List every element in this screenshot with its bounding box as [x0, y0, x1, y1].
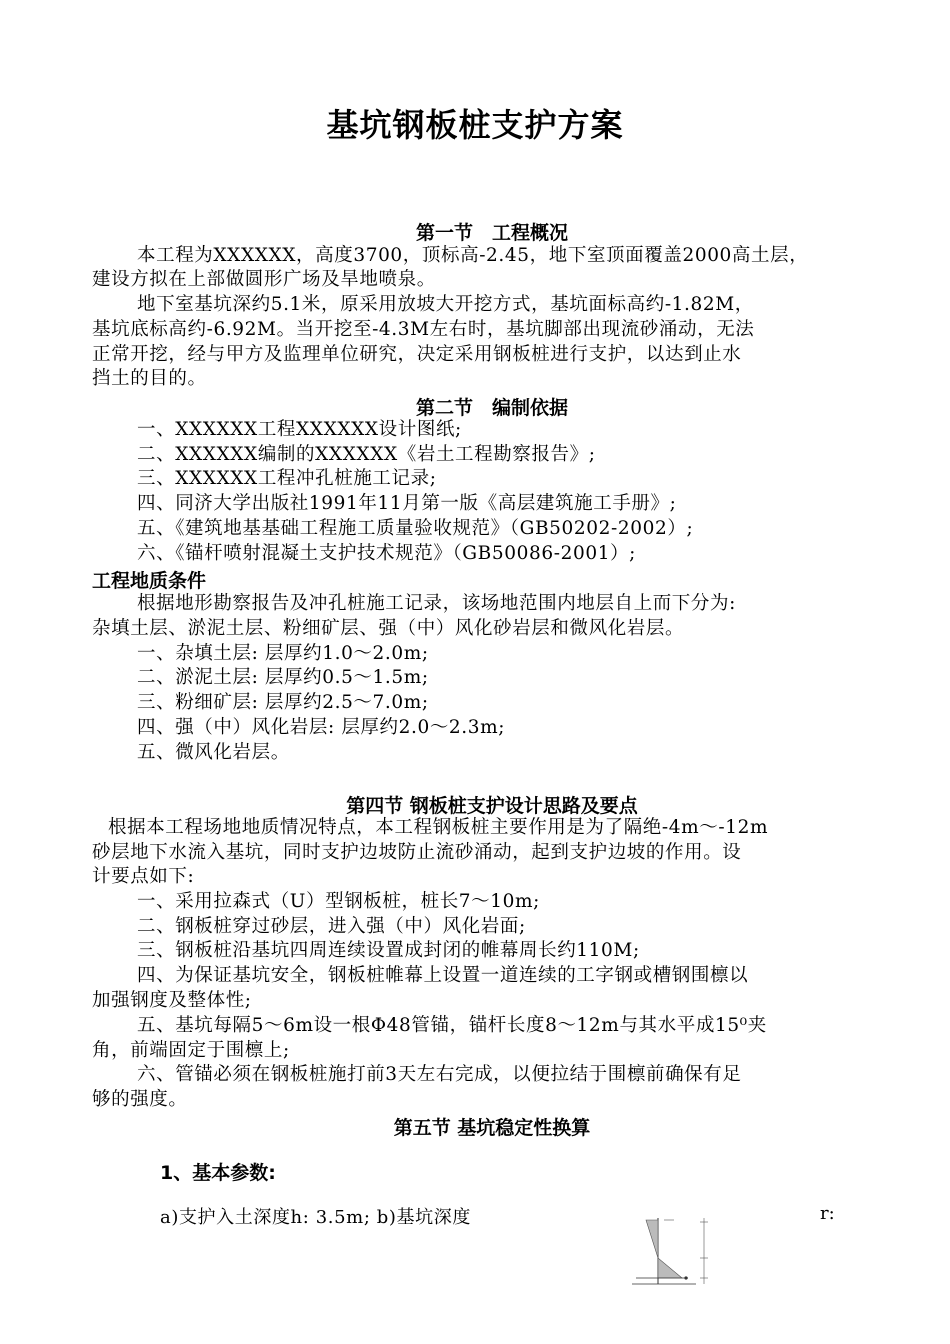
section-3-item: 一、杂填土层: 层厚约1.0～2.0m; — [137, 643, 429, 664]
basic-params-heading: 1、基本参数: — [160, 1162, 276, 1184]
section-4-line: 角，前端固定于围檩上; — [92, 1040, 290, 1061]
section-2-item: 三、XXXXXX工程冲孔桩施工记录; — [137, 468, 437, 489]
section-3-item: 三、粉细矿层: 层厚约2.5～7.0m; — [137, 692, 429, 713]
section-4-line: 一、采用拉森式（U）型钢板桩，桩长7～10m; — [137, 891, 540, 912]
section-4-line: 计要点如下: — [92, 866, 195, 887]
section-1-heading: 第一节 工程概况 — [415, 222, 568, 244]
section-1-line: 建设方拟在上部做圆形广场及旱地喷泉。 — [92, 269, 436, 290]
section-2-item: 一、XXXXXX工程XXXXXX设计图纸; — [137, 419, 462, 440]
section-3-intro: 根据地形勘察报告及冲孔桩施工记录，该场地范围内地层自上而下分为: — [137, 593, 736, 614]
section-1-line: 挡土的目的。 — [92, 368, 207, 389]
section-1-line: 正常开挖，经与甲方及监理单位研究，决定采用钢板桩进行支护，以达到止水 — [92, 344, 742, 365]
section-4-line: 砂层地下水流入基坑，同时支护边坡防止流砂涌动，起到支护边坡的作用。设 — [92, 842, 742, 863]
section-2-item: 二、XXXXXX编制的XXXXXX《岩土工程勘察报告》; — [137, 444, 596, 465]
section-3-heading: 工程地质条件 — [92, 570, 207, 592]
section-4-line: 三、钢板桩沿基坑四周连续设置成封闭的帷幕周长约110M; — [137, 940, 640, 961]
section-1-line: 本工程为XXXXXX，高度3700，顶标高-2.45，地下室顶面覆盖2000高土层， — [137, 245, 809, 266]
section-4-line: 加强钢度及整体性; — [92, 990, 252, 1011]
section-4-line: 六、管锚必须在钢板桩施打前3天左右完成，以便拉结于围檩前确保有足 — [137, 1064, 742, 1085]
section-4-line: 二、钢板桩穿过砂层，进入强（中）风化岩面; — [137, 916, 526, 937]
basic-params-tail: r: — [820, 1203, 835, 1224]
section-2-item: 六、《锚杆喷射混凝土支护技术规范》（GB50086-2001）; — [137, 543, 636, 564]
section-4-line: 够的强度。 — [92, 1089, 188, 1110]
section-2-heading: 第二节 编制依据 — [415, 397, 568, 419]
section-3-item: 四、强（中）风化岩层: 层厚约2.0～2.3m; — [137, 717, 506, 738]
section-4-line: 四、为保证基坑安全，钢板桩帷幕上设置一道连续的工字钢或槽钢围檩以 — [137, 965, 749, 986]
section-3-item: 五、微风化岩层。 — [137, 742, 290, 763]
section-2-item: 四、同济大学出版社1991年11月第一版《高层建筑施工手册》; — [137, 493, 677, 514]
section-4-line: 根据本工程场地地质情况特点，本工程钢板桩主要作用是为了隔绝-4m～-12m — [108, 817, 769, 838]
section-3-item: 二、淤泥土层: 层厚约0.5～1.5m; — [137, 667, 429, 688]
section-4-line: 五、基坑每隔5～6m设一根Φ48管锚，锚杆长度8～12m与其水平成15⁰夹 — [137, 1015, 767, 1036]
section-1-line: 地下室基坑深约5.1米，原采用放坡大开挖方式，基坑面标高约-1.82M， — [137, 294, 754, 315]
section-2-item: 五、《建筑地基基础工程施工质量验收规范》（GB50202-2002）; — [137, 518, 694, 539]
section-1-line: 基坑底标高约-6.92M。当开挖至-4.3M左右时，基坑脚部出现流砂涌动，无法 — [92, 319, 755, 340]
document-title: 基坑钢板桩支护方案 — [326, 106, 624, 144]
section-5-heading: 第五节 基坑稳定性换算 — [393, 1117, 591, 1139]
section-4-heading: 第四节 钢板桩支护设计思路及要点 — [346, 795, 638, 817]
pressure-diagram-figure — [628, 1214, 728, 1290]
section-3-intro: 杂填土层、淤泥土层、粉细矿层、强（中）风化砂岩层和微风化岩层。 — [92, 618, 685, 639]
basic-params-line: a)支护入土深度h: 3.5m; b)基坑深度 — [160, 1207, 471, 1228]
